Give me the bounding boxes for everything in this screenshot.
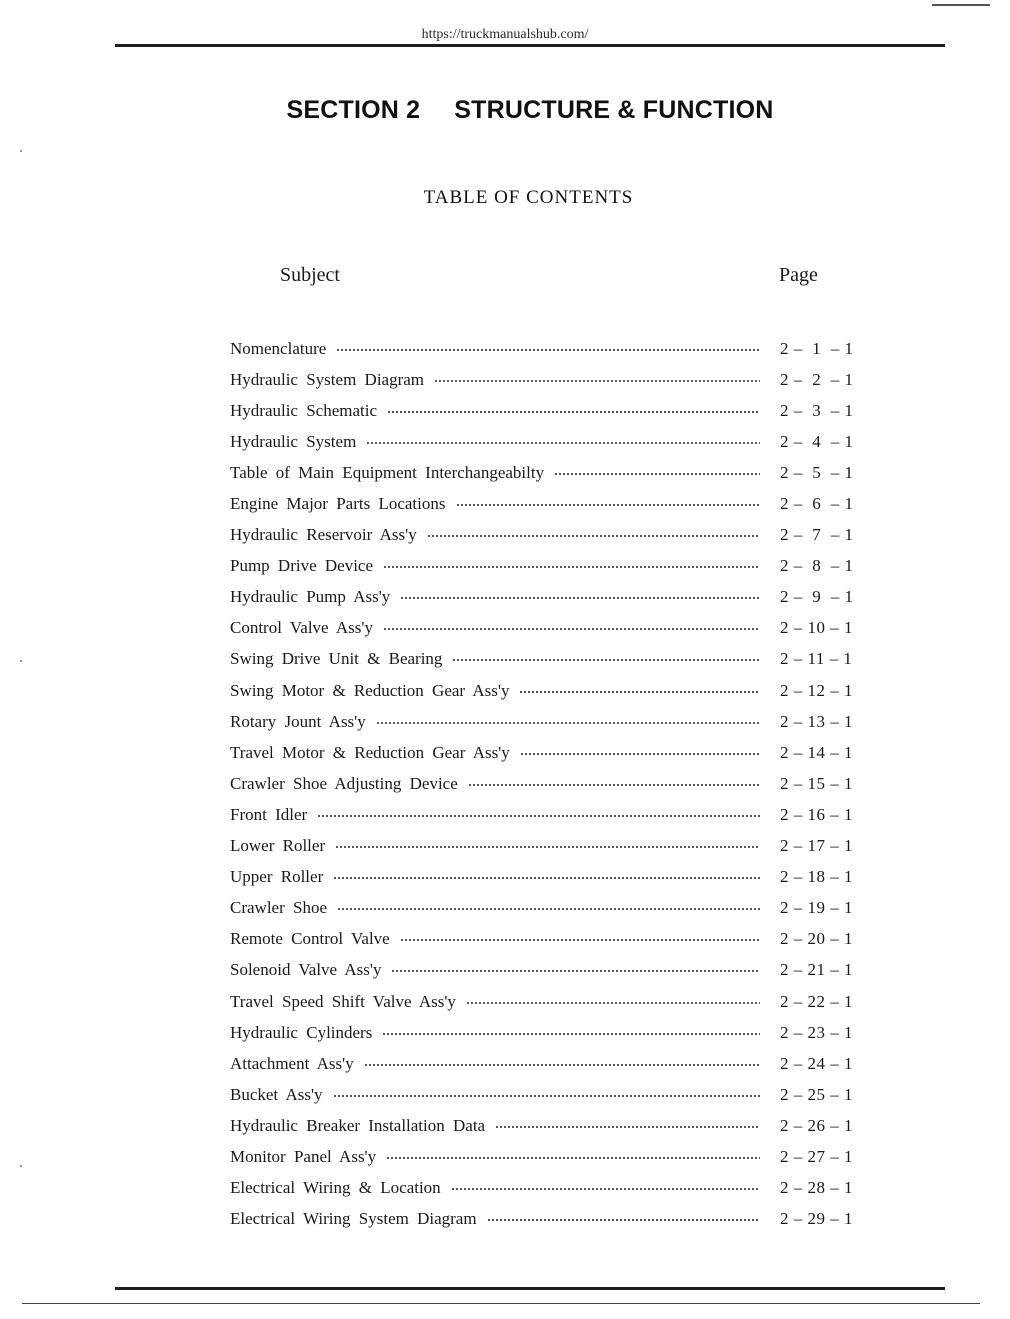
toc-leader-dots (456, 504, 761, 506)
toc-entry-page: 2 – 21 – 1 (780, 960, 853, 980)
toc-leader-dots (386, 1157, 760, 1159)
toc-entry (230, 1110, 870, 1141)
toc-entry-page: 2 – 5 – 1 (780, 462, 854, 482)
toc-entry-page: 2 – 13 – 1 (780, 711, 853, 731)
toc-leader-dots (466, 1002, 760, 1004)
toc-entry-page: 2 – 28 – 1 (780, 1178, 853, 1198)
toc-entry-subject: Rotary Jount Ass'y (230, 711, 366, 731)
toc-entry-subject: Front Idler (230, 804, 308, 824)
toc-leader-dots (400, 939, 760, 941)
scan-speck (20, 150, 22, 152)
toc-entry-subject: Travel Motor & Reduction Gear Ass'y (230, 742, 510, 762)
toc-entry (230, 426, 870, 457)
corner-scan-mark (932, 4, 990, 6)
bottom-thin-rule (22, 1303, 980, 1304)
toc-entry (230, 457, 870, 488)
toc-entry (230, 955, 870, 986)
toc-entry-page: 2 – 24 – 1 (780, 1053, 853, 1073)
toc-entry (230, 520, 870, 551)
toc-entry (230, 1048, 870, 1079)
toc-leader-dots (495, 1126, 760, 1128)
toc-entry-subject: Solenoid Valve Ass'y (230, 960, 382, 980)
toc-entry-subject: Hydraulic System (230, 431, 357, 451)
toc-entry-subject: Control Valve Ass'y (230, 618, 373, 638)
toc-leader-dots (434, 380, 760, 382)
toc-entry-page: 2 – 2 – 1 (780, 369, 854, 389)
toc-entry-subject: Table of Main Equipment Interchangeabilty (230, 462, 545, 482)
toc-entry-page: 2 – 16 – 1 (780, 804, 853, 824)
top-rule (115, 44, 945, 47)
toc-entry-page: 2 – 6 – 1 (780, 494, 854, 514)
toc-entry-subject: Remote Control Valve (230, 929, 390, 949)
toc-leader-dots (451, 1188, 760, 1190)
toc-entry (230, 364, 870, 395)
toc-entry-page: 2 – 29 – 1 (780, 1209, 853, 1229)
toc-entry (230, 1079, 870, 1110)
toc-entry-page: 2 – 20 – 1 (780, 929, 853, 949)
toc-entry (230, 706, 870, 737)
toc-entry (230, 1141, 870, 1172)
section-number: SECTION 2 (286, 96, 421, 124)
scan-speck (20, 660, 22, 662)
toc-entry-page: 2 – 12 – 1 (780, 680, 853, 700)
toc-entry-subject: Electrical Wiring System Diagram (230, 1209, 477, 1229)
toc-entry-subject: Lower Roller (230, 836, 326, 856)
toc-entry-subject: Hydraulic Pump Ass'y (230, 587, 391, 607)
toc-leader-dots (519, 691, 760, 693)
toc-entry-page: 2 – 9 – 1 (780, 587, 854, 607)
toc-leader-dots (427, 535, 760, 537)
toc-entry (230, 799, 870, 830)
toc-entry-subject: Attachment Ass'y (230, 1053, 354, 1073)
toc-entry (230, 1204, 870, 1235)
toc-entry-subject: Hydraulic Schematic (230, 400, 378, 420)
toc-entry-page: 2 – 3 – 1 (780, 400, 854, 420)
toc-entry-subject: Nomenclature (230, 338, 327, 358)
toc-entry-page: 2 – 4 – 1 (780, 431, 854, 451)
toc-leader-dots (520, 753, 760, 755)
toc-entry-subject: Bucket Ass'y (230, 1084, 323, 1104)
toc-entry (230, 582, 870, 613)
toc-entry-page: 2 – 11 – 1 (780, 649, 853, 669)
toc-entry-page: 2 – 14 – 1 (780, 742, 853, 762)
toc-entry-page: 2 – 10 – 1 (780, 618, 853, 638)
toc-entry-page: 2 – 7 – 1 (780, 525, 854, 545)
section-title (0, 96, 1010, 125)
toc-leader-dots (317, 815, 760, 817)
toc-entry (230, 893, 870, 924)
toc-leader-dots (387, 411, 760, 413)
toc-leader-dots (382, 1033, 760, 1035)
toc-entry-page: 2 – 18 – 1 (780, 867, 853, 887)
toc-entry (230, 768, 870, 799)
toc-entry-page: 2 – 23 – 1 (780, 1022, 853, 1042)
toc-leader-dots (383, 566, 760, 568)
toc-entry-page: 2 – 1 – 1 (780, 338, 854, 358)
toc-leader-dots (383, 628, 760, 630)
toc-entry-page: 2 – 25 – 1 (780, 1084, 853, 1104)
toc-entry-page: 2 – 26 – 1 (780, 1115, 853, 1135)
toc-leader-dots (364, 1064, 760, 1066)
toc-entry-subject: Travel Speed Shift Valve Ass'y (230, 991, 456, 1011)
toc-entry-page: 2 – 19 – 1 (780, 898, 853, 918)
toc-leader-dots (391, 970, 760, 972)
toc-leader-dots (452, 659, 760, 661)
toc-entry (230, 862, 870, 893)
toc-leader-dots (468, 784, 760, 786)
scan-speck (20, 1165, 22, 1167)
toc-entry-subject: Hydraulic Breaker Installation Data (230, 1115, 486, 1135)
toc-entry-subject: Crawler Shoe (230, 898, 328, 918)
toc-entry-subject: Hydraulic Reservoir Ass'y (230, 525, 417, 545)
source-url[interactable]: https://truckmanualshub.com/ (421, 27, 589, 42)
section-name: STRUCTURE & FUNCTION (454, 96, 774, 124)
toc-list (230, 333, 870, 1235)
toc-leader-dots (554, 473, 760, 475)
toc-entry-subject: Engine Major Parts Locations (230, 494, 446, 514)
toc-entry (230, 551, 870, 582)
toc-leader-dots (336, 349, 760, 351)
toc-entry (230, 986, 870, 1017)
toc-entry-subject: Upper Roller (230, 867, 324, 887)
toc-leader-dots (376, 722, 760, 724)
toc-entry-page: 2 – 27 – 1 (780, 1146, 853, 1166)
toc-entry-subject: Electrical Wiring & Location (230, 1178, 441, 1198)
toc-entry-page: 2 – 17 – 1 (780, 836, 853, 856)
toc-leader-dots (335, 846, 760, 848)
toc-entry (230, 613, 870, 644)
toc-entry-subject: Hydraulic System Diagram (230, 369, 425, 389)
toc-leader-dots (333, 1095, 760, 1097)
toc-entry-subject: Swing Drive Unit & Bearing (230, 649, 443, 669)
toc-entry (230, 831, 870, 862)
subject-column-header: Subject (280, 264, 340, 286)
toc-entry (230, 1173, 870, 1204)
toc-heading: TABLE OF CONTENTS (423, 187, 634, 208)
toc-entry (230, 1017, 870, 1048)
toc-leader-dots (400, 597, 760, 599)
toc-entry-subject: Monitor Panel Ass'y (230, 1146, 377, 1166)
toc-entry-page: 2 – 15 – 1 (780, 773, 853, 793)
toc-entry-page: 2 – 22 – 1 (780, 991, 853, 1011)
toc-leader-dots (333, 877, 760, 879)
toc-entry (230, 488, 870, 519)
toc-entry (230, 333, 870, 364)
toc-entry (230, 395, 870, 426)
page-column-header: Page (779, 264, 818, 286)
toc-entry (230, 924, 870, 955)
toc-entry-subject: Pump Drive Device (230, 556, 374, 576)
toc-entry-subject: Swing Motor & Reduction Gear Ass'y (230, 680, 510, 700)
toc-entry-subject: Crawler Shoe Adjusting Device (230, 773, 458, 793)
bottom-rule (115, 1287, 945, 1290)
toc-leader-dots (366, 442, 760, 444)
toc-entry-page: 2 – 8 – 1 (780, 556, 854, 576)
toc-leader-dots (337, 908, 760, 910)
toc-entry-subject: Hydraulic Cylinders (230, 1022, 373, 1042)
toc-leader-dots (487, 1219, 760, 1221)
toc-entry (230, 737, 870, 768)
toc-entry (230, 644, 870, 675)
toc-entry (230, 675, 870, 706)
